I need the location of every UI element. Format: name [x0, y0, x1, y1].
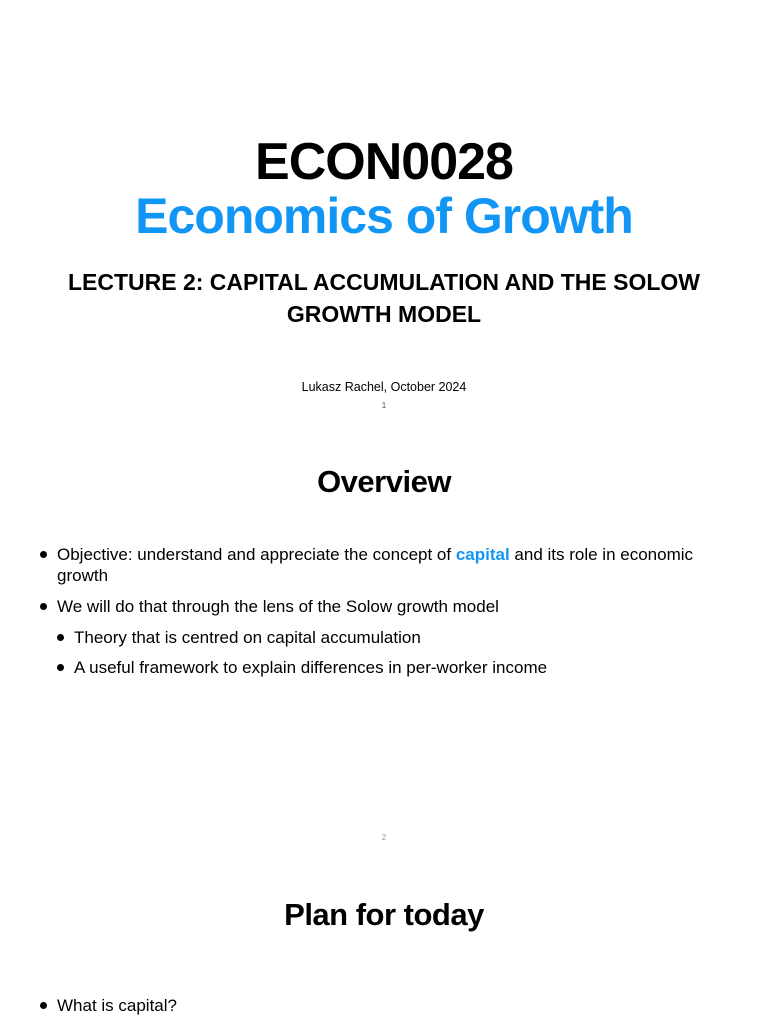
bullet-dot-icon	[57, 664, 64, 671]
overview-title: Overview	[317, 464, 451, 499]
lecture-title: LECTURE 2: CAPITAL ACCUMULATION AND THE SOLOW GROWTH MODEL	[67, 269, 701, 327]
page-number: 1	[381, 401, 387, 410]
sub-bullet-item	[57, 627, 730, 648]
bullet-dot-icon	[57, 634, 64, 641]
bullet-text: A useful framework to explain differences in per-worker income	[74, 658, 548, 677]
bullet-item	[40, 995, 730, 1016]
plan-title: Plan for today	[284, 897, 484, 932]
overview-bullet-list	[40, 544, 730, 687]
bullet-text: Theory that is centred on capital accumulation	[74, 628, 421, 647]
author-date: Lukasz Rachel, October 2024	[301, 380, 467, 394]
bullet-dot-icon	[40, 603, 47, 610]
bullet-item	[40, 544, 730, 586]
bullet-item	[40, 596, 730, 617]
sub-bullet-item	[57, 657, 730, 678]
plan-bullet-list	[40, 995, 730, 1016]
bullet-dot-icon	[40, 551, 47, 558]
page-number: 2	[381, 833, 387, 842]
bullet-text: What is capital?	[57, 996, 177, 1015]
bullet-text: Objective: understand and appreciate the concept of	[57, 545, 456, 564]
bullet-dot-icon	[40, 1002, 47, 1009]
course-title: Economics of Growth	[135, 188, 633, 244]
course-code: ECON0028	[255, 133, 513, 191]
bullet-text: and its role in economic growth	[57, 545, 694, 585]
bullet-text: We will do that through the lens of the Solow growth model	[57, 597, 499, 616]
highlight-term: capital	[455, 545, 510, 564]
